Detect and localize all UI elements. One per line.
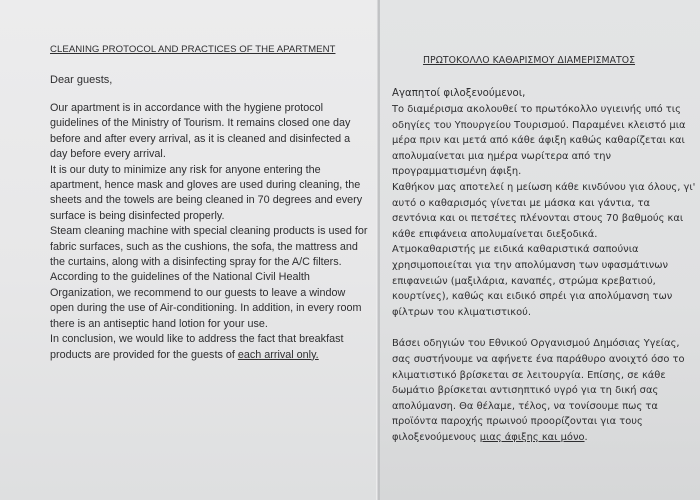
greek-paragraph: Καθήκον μας αποτελεί η μείωση κάθε κινδύνου για όλους, γι' αυτό ο καθαρισμός γίνεται με μάσκα και γάντια, τα σεντόνια και οι πετσέτες πλένονται στους 70 βαθμούς και κάθε επιφάνεια απολυμαίνεται διεξοδικά. bbox=[392, 181, 696, 240]
english-title: CLEANING PROTOCOL AND PRACTICES OF THE APARTMENT bbox=[50, 44, 336, 55]
greek-closing-period: . bbox=[584, 431, 588, 443]
greek-greeting: Αγαπητοί φιλοξενούμενοι, bbox=[392, 88, 526, 99]
greek-page bbox=[380, 0, 700, 500]
english-paragraph: According to the guidelines of the National Civil Health Organization, we recommend to our guests to leave a window open during the use of Air-conditioning. In addition, in every room there is an antiseptic hand lotion for your use. bbox=[50, 271, 362, 330]
greek-closing-text: Βάσει οδηγιών του Εθνικού Οργανισμού Δημόσιας Υγείας, σας συστήνουμε να αφήνετε ένα παράθυρο ανοιχτό όσο το κλιματιστικό βρίσκεται σε λειτουργία. Επίσης, σε κάθε δωμάτιο βρίσκεται αντισηπτικό υγρό για τη δική σας απολύμανση. Θα θέλαμε, τέλος, να τονίσουμε πως τα προϊόντα παροχής πρωινού προορίζονται για τους φιλοξενούμενους bbox=[392, 338, 685, 443]
greek-title: ΠΡΩΤΟΚΟΛΛΟ ΚΑΘΑΡΙΣΜΟΥ ΔΙΑΜΕΡΙΣΜΑΤΟΣ bbox=[423, 55, 636, 66]
english-greeting: Dear guests, bbox=[50, 74, 113, 86]
english-paragraph: It is our duty to minimize any risk for anyone entering the apartment, hence mask and gloves are used during cleaning, the sheets and the towels are being cleaned in 70 degrees and every surface is being disinfected properly. bbox=[50, 163, 363, 222]
greek-closing-paragraph bbox=[392, 336, 696, 445]
english-closing-underlined: each arrival only. bbox=[237, 348, 319, 361]
english-paragraph: Our apartment is in accordance with the hygiene protocol guidelines of the Ministry of Tourism. It remains closed one day before and after every arrival, as it is cleaned and disinfected a day before every arrival. bbox=[50, 102, 351, 161]
greek-paragraph: Το διαμέρισμα ακολουθεί το πρωτόκολλο υγιεινής υπό τις οδηγίες του Υπουργείου Τουρισμού. Παραμένει κλειστό μια μέρα πριν και μετά από κάθε άφιξη καθώς καθαρίζεται και απολυμαίνεται μια ημέρα νωρίτερα από την προγραμματισμένη άφιξη. bbox=[392, 104, 686, 178]
english-closing-paragraph bbox=[50, 332, 370, 363]
english-closing-text: In conclusion, we would like to address the fact that breakfast products are provided for the guests of bbox=[50, 333, 344, 361]
english-paragraph: Steam cleaning machine with special cleaning products is used for fabric surfaces, such as the cushions, the sofa, the mattress and the curtains, along with a disinfecting spray for the A/C filters. bbox=[50, 225, 368, 269]
greek-paragraph: Ατμοκαθαριστής με ειδικά καθαριστικά σαπούνια χρησιμοποιείται για την απολύμανση των υφασμάτινων επιφανειών (μαξιλάρια, καναπές, στρώμα κρεβατιού, κουρτίνες), καθώς και ειδικό σπρέι για απολύμανση των φίλτρων του κλιματιστικού. bbox=[392, 244, 673, 318]
greek-closing-underlined: μιας άφιξης και μόνο bbox=[479, 431, 585, 443]
